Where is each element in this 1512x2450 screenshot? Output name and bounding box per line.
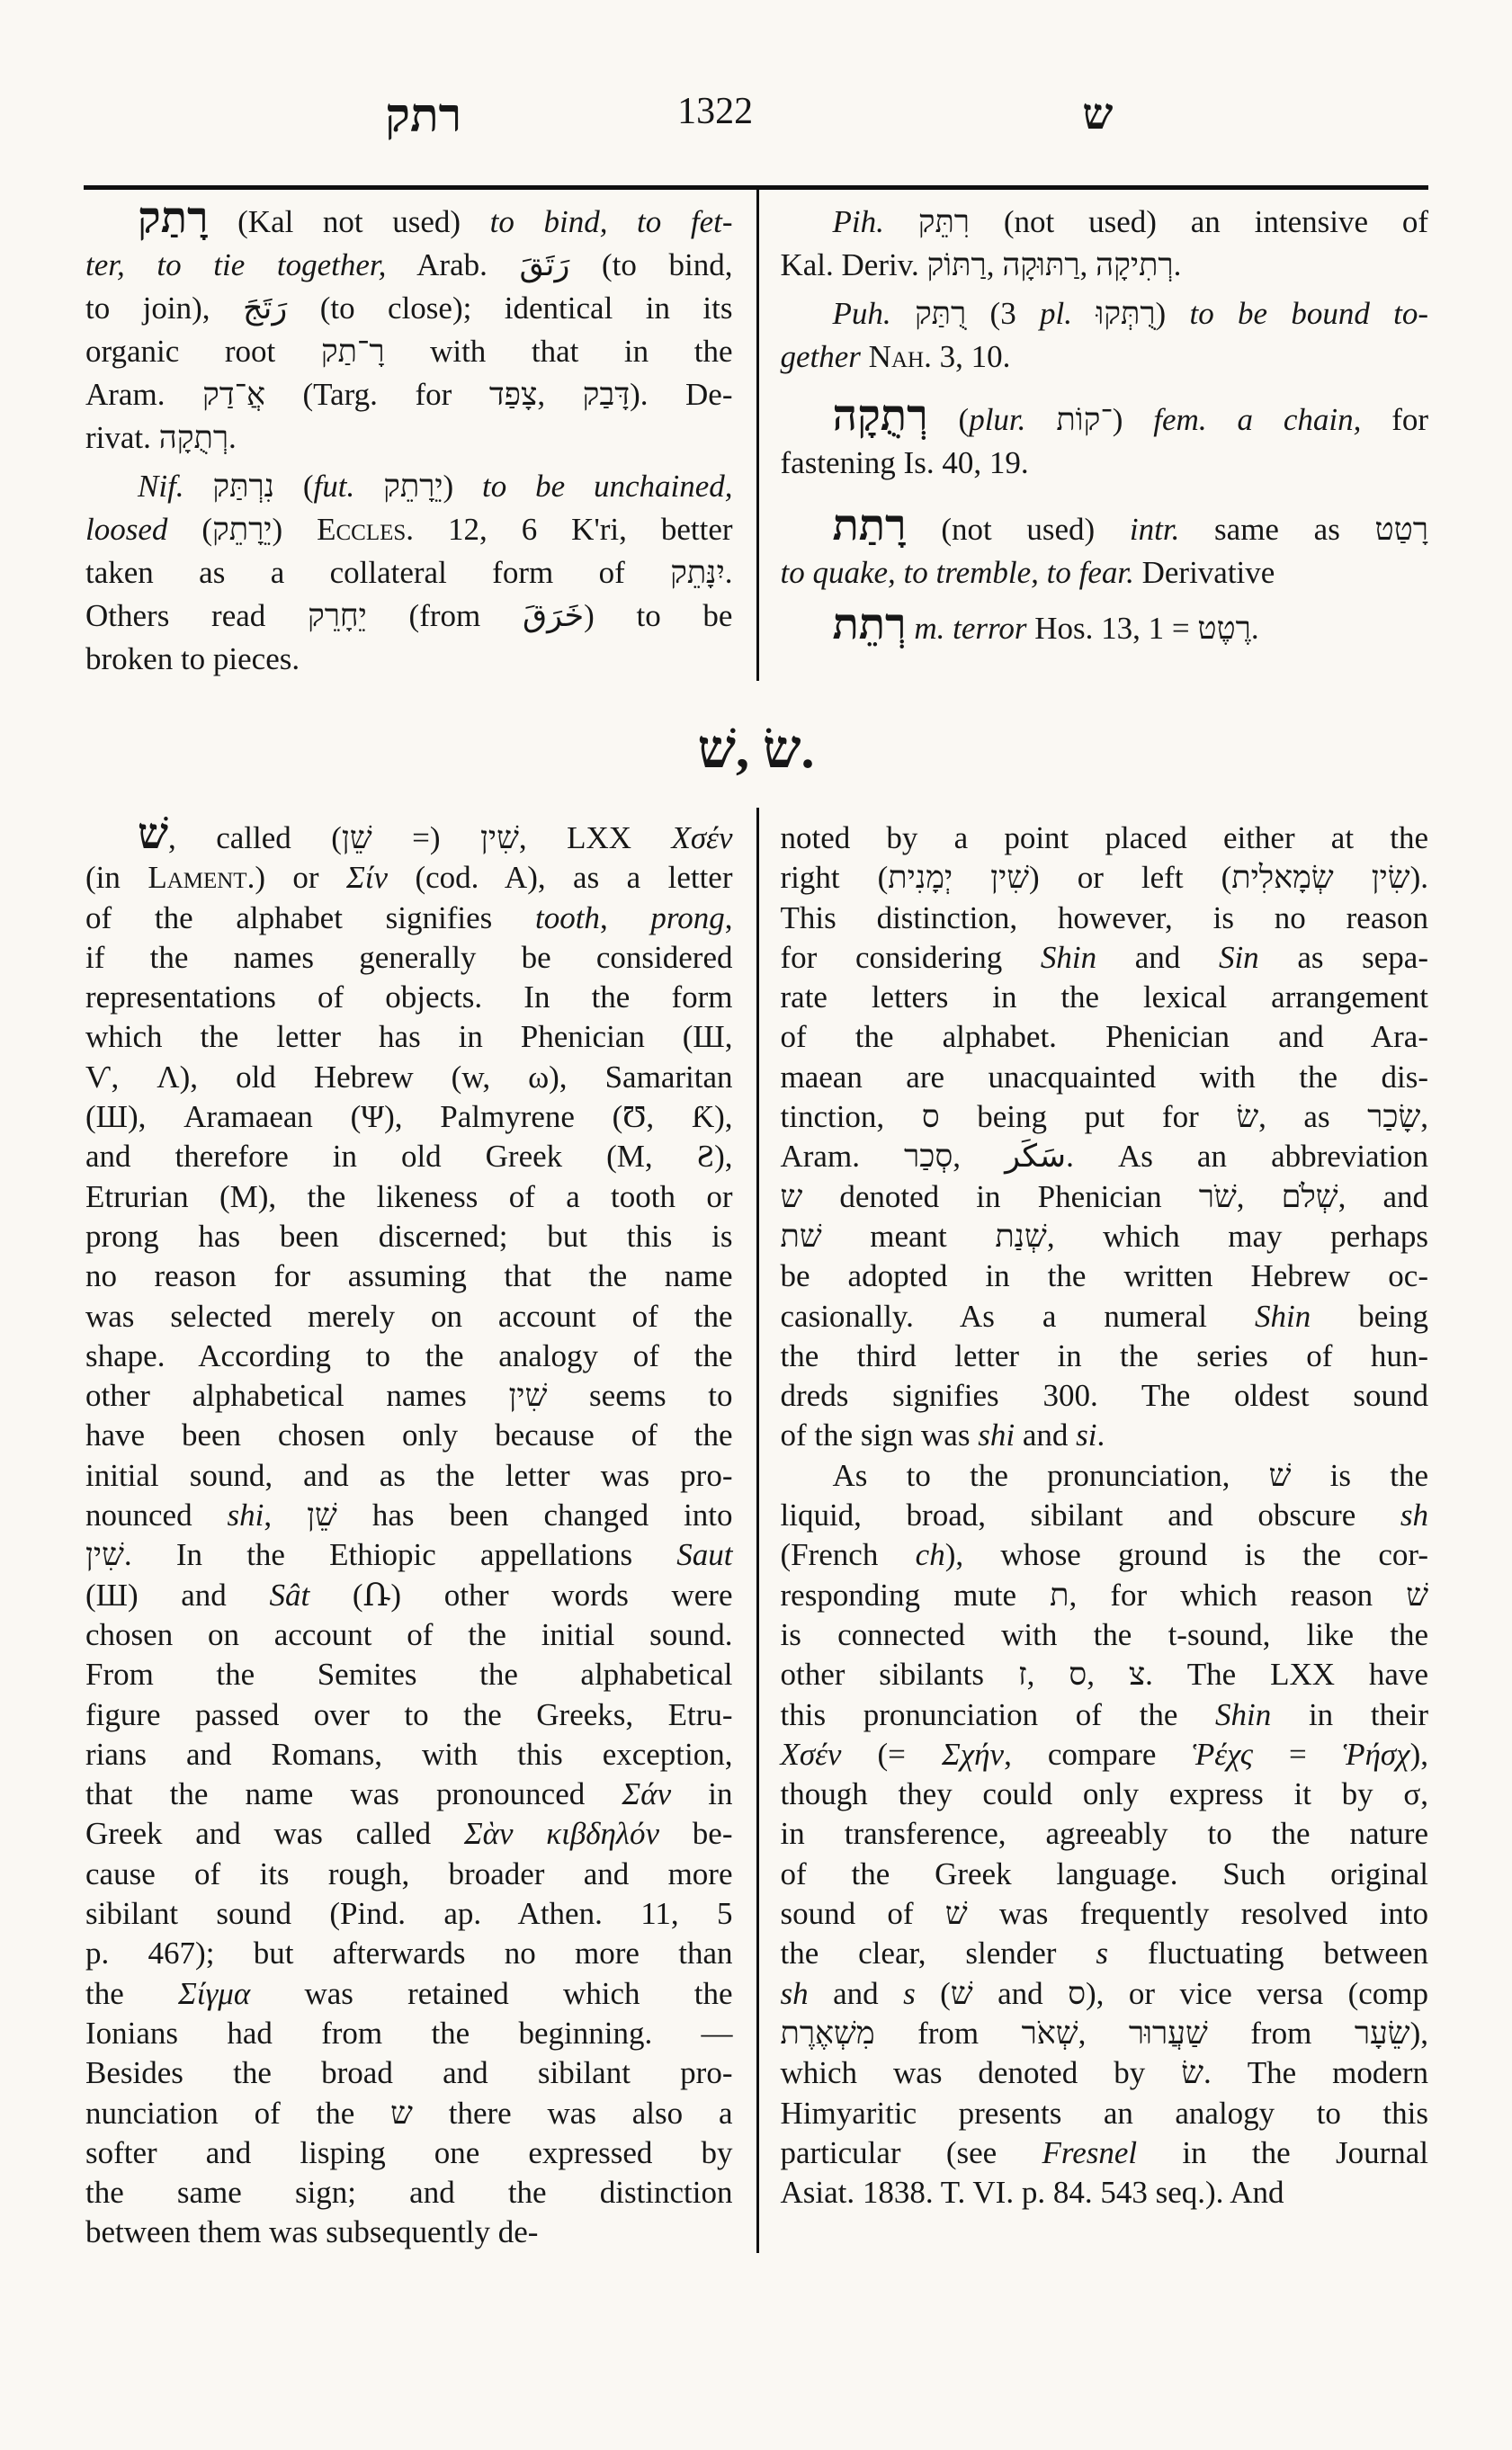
text-line: rians and Romans, with this exception, bbox=[85, 1736, 733, 1772]
paragraph bbox=[85, 465, 733, 681]
text-line: As to the pronunciation, שׁ is the bbox=[832, 1457, 1429, 1493]
text-line: Greek and was called Σὰν κιβδηλόν be- bbox=[85, 1816, 733, 1852]
text-line: tinction, ס being put for שׂ, as שָׂכַר, bbox=[780, 1099, 1429, 1135]
text-line: rivat. רְתֻקָה. bbox=[85, 420, 237, 455]
text-line: for considering Shin and Sin as sepa- bbox=[780, 939, 1428, 975]
text-line: and therefore in old Greek (M, Ƨ), bbox=[85, 1139, 733, 1175]
text-line: מִשְׁאֶרֶת from שְׁאֹר, ‎שַׁעֲרוּר from שֵׂעָר), bbox=[780, 2015, 1428, 2051]
text-line: This distinction, however, is no reason bbox=[780, 899, 1428, 935]
text-line: representations of objects. In the form bbox=[85, 979, 733, 1015]
text-line: רְתֻקָה (plur. ־קוֹת) fem. a chain, for bbox=[832, 392, 1429, 440]
text-line: Χσέν (= Σχήν, compare Ῥέχς = Ῥήσχ), bbox=[780, 1736, 1428, 1772]
text-line: taken as a collateral form of יִנָּתֵק. bbox=[85, 555, 733, 590]
text-line: (Ш) and Sât (Ռ) other words were bbox=[85, 1577, 733, 1613]
paragraph bbox=[780, 502, 1429, 595]
paragraph bbox=[781, 201, 1429, 287]
text-line: of the alphabet signifies tooth, prong, bbox=[85, 899, 733, 935]
text-line: of the sign was shi and si. bbox=[780, 1417, 1105, 1453]
text-line: which the letter has in Phenician (Ш, bbox=[85, 1019, 733, 1055]
text-line: right (שִׁין יְמָנִית) or left (שִׂין שְׂמָאלִית). bbox=[780, 860, 1428, 896]
text-line: was selected merely on account of the bbox=[85, 1298, 733, 1334]
text-line: Etrurian (M), the likeness of a tooth or bbox=[85, 1178, 733, 1214]
text-line: to join), رَتَجَ (to close); identical in its bbox=[85, 291, 733, 326]
text-line: sound of שׁ was frequently resolved into bbox=[780, 1896, 1428, 1932]
text-line: ש denoted in Phenician שֹׁר, ‎שְׁלֹם, and bbox=[780, 1178, 1428, 1214]
text-line: is connected with the t-sound, like the bbox=[780, 1616, 1428, 1652]
text-line: ter, to tie together, Arab. رَتَقَ (to bind, bbox=[85, 247, 733, 282]
text-line: Aram. סְכַר, ‎سَكَر. As an abbreviation bbox=[780, 1139, 1428, 1175]
text-line: nunciation of the ש there was also a bbox=[85, 2095, 733, 2131]
text-line: organic root רָ־תַק with that in the bbox=[85, 334, 733, 369]
hebrew-headword: רְתֵת bbox=[832, 601, 907, 648]
text-line: if the names generally be considered bbox=[85, 939, 733, 975]
hebrew-headword: רְתֻקָה bbox=[832, 392, 928, 440]
main-left-column bbox=[84, 808, 756, 2253]
text-line: rate letters in the lexical arrangement bbox=[780, 979, 1428, 1015]
text-line: the same sign; and the distinction bbox=[85, 2175, 733, 2211]
text-line: Others read יֵחָרֵק (from خَرَقَ) to be bbox=[85, 598, 733, 633]
guide-word-left: רתק bbox=[385, 91, 462, 142]
text-line: Nif. נִרְתַּק (fut. יֵרָתֵק) to be unchained, bbox=[138, 469, 733, 504]
text-line: shape. According to the analogy of the bbox=[85, 1337, 733, 1373]
text-line: From the Semites the alphabetical bbox=[85, 1657, 733, 1693]
text-line: other alphabetical names שִׁין seems to bbox=[85, 1378, 733, 1414]
letter-section-heading: שׁ, ‎שׂ. bbox=[697, 720, 815, 779]
text-line: the Σίγμα was retained which the bbox=[85, 1975, 733, 2011]
text-line: Kal. Deriv. רַתּוֹק, ‎רַתּוּקָה, ‎רְתִיקָה. bbox=[780, 247, 1182, 282]
text-line: casionally. As a numeral Shin being bbox=[780, 1298, 1428, 1334]
text-line: no reason for assuming that the name bbox=[85, 1258, 733, 1294]
text-line: (in Lament.) or Σίν (cod. A), as a letter bbox=[85, 860, 733, 896]
text-line: though they could only express it by σ, bbox=[780, 1776, 1428, 1812]
text-line: maean are unacquainted with the dis- bbox=[780, 1059, 1428, 1095]
main-right-column bbox=[756, 808, 1429, 2253]
text-line: other sibilants ז, ‎ס, ‎צ. The LXX have bbox=[780, 1657, 1428, 1693]
paragraph bbox=[781, 601, 1429, 650]
text-line: responding mute ת, for which reason שׁ bbox=[780, 1577, 1428, 1613]
text-line: of the alphabet. Phenician and Ara- bbox=[780, 1019, 1428, 1055]
hebrew-headword: רָתַק bbox=[138, 194, 209, 242]
text-line: Ionians had from the beginning. — bbox=[85, 2015, 733, 2051]
text-line: to quake, to tremble, to fear. Derivative bbox=[780, 555, 1275, 590]
text-line: broken to pieces. bbox=[85, 641, 300, 676]
text-line: between them was subsequently de- bbox=[85, 2214, 539, 2250]
paragraph bbox=[780, 392, 1429, 485]
text-line: שִׁין. In the Ethiopic appellations Saut bbox=[85, 1537, 733, 1573]
text-line: Puh. רֻתַּק (3 pl. רֻתְּקוּ) to be bound to- bbox=[832, 296, 1429, 331]
text-line: Aram. אֲ־דַק (Targ. for צָפַד, ‎דָּבַק). De- bbox=[85, 377, 733, 412]
text-line: this pronunciation of the Shin in their bbox=[780, 1696, 1428, 1732]
text-line: (Ш), Aramaean (Ψ), Palmyrene (Ʊ, Ƙ), bbox=[85, 1099, 733, 1135]
text-line: initial sound, and as the letter was pro- bbox=[85, 1457, 733, 1493]
text-line: sibilant sound (Pind. ap. Athen. 11, 5 bbox=[85, 1896, 733, 1932]
text-line: in transference, agreeably to the nature bbox=[780, 1816, 1428, 1852]
paragraph bbox=[85, 810, 733, 2253]
text-line: gether Nah. 3, 10. bbox=[780, 339, 1011, 374]
text-line: loosed (יֵרָתֵק) Eccles. 12, 6 K'ri, better bbox=[85, 512, 733, 547]
text-line: Ѵ, Λ), old Hebrew (w, ω), Samaritan bbox=[85, 1059, 733, 1095]
text-line: nounced shi, שֵׁן has been changed into bbox=[85, 1498, 733, 1533]
text-line: have been chosen only because of the bbox=[85, 1417, 733, 1453]
text-line: Asiat. 1838. T. VI. p. 84. 543 seq.). And bbox=[780, 2175, 1284, 2211]
text-line: Besides the broad and sibilant pro- bbox=[85, 2055, 733, 2091]
text-line: which was denoted by שׂ. The modern bbox=[780, 2055, 1429, 2091]
text-line: (French ch), whose ground is the cor- bbox=[780, 1537, 1428, 1573]
text-line: figure passed over to the Greeks, Etru- bbox=[85, 1696, 733, 1732]
text-line: softer and lisping one expressed by bbox=[85, 2134, 733, 2170]
top-section bbox=[84, 190, 1428, 681]
page-header bbox=[0, 0, 1512, 180]
text-line: dreds signifies 300. The oldest sound bbox=[780, 1378, 1428, 1414]
text-line: Himyaritic presents an analogy to this bbox=[780, 2095, 1428, 2131]
text-line: liquid, broad, sibilant and obscure sh bbox=[780, 1498, 1428, 1533]
text-line: Pih. רִתֵּק (not used) an intensive of bbox=[832, 204, 1428, 239]
paragraph bbox=[781, 292, 1429, 379]
text-line: the clear, slender s fluctuating between bbox=[780, 1936, 1428, 1972]
text-line: of the Greek language. Such original bbox=[780, 1855, 1428, 1891]
top-right-column bbox=[756, 190, 1429, 681]
text-line: particular (see Fresnel in the Journal bbox=[780, 2134, 1428, 2170]
text-line: רְתֵת m. terror Hos. 13, 1 = רֶטֶט. bbox=[832, 601, 1259, 648]
text-line: שׁ, called שִׁין (= שֵׁן), LXX Χσέν bbox=[138, 810, 733, 858]
text-line: שׁת meant שְׁנַת, which may perhaps bbox=[780, 1218, 1428, 1254]
guide-word-right: ש bbox=[1082, 91, 1114, 139]
paragraph bbox=[781, 818, 1429, 1456]
text-line: prong has been discerned; but this is bbox=[85, 1218, 733, 1254]
top-left-column bbox=[84, 190, 756, 681]
text-line: be adopted in the written Hebrew oc- bbox=[780, 1258, 1428, 1294]
paragraph bbox=[781, 1456, 1429, 2213]
text-line: noted by a point placed either at the bbox=[780, 820, 1428, 855]
paragraph bbox=[85, 194, 733, 460]
page-number: 1322 bbox=[677, 91, 754, 132]
text-line: the third letter in the series of hun- bbox=[780, 1337, 1428, 1373]
hebrew-headword: שׁ bbox=[138, 810, 168, 858]
text-line: chosen on account of the initial sound. bbox=[85, 1616, 733, 1652]
text-line: fastening Is. 40, 19. bbox=[780, 445, 1029, 480]
text-line: cause of its rough, broader and more bbox=[85, 1855, 733, 1891]
text-line: רָתַת (not used) intr. same as רָטַט bbox=[832, 502, 1428, 550]
main-section bbox=[84, 808, 1428, 2253]
text-line: that the name was pronounced Σάν in bbox=[85, 1776, 733, 1812]
text-line: sh and s (שׁ and ס), or vice versa (comp bbox=[780, 1975, 1428, 2011]
text-line: p. 467); but afterwards no more than bbox=[85, 1936, 733, 1972]
hebrew-headword: רָתַת bbox=[832, 502, 907, 550]
text-line: רָתַק (Kal not used) to bind, to fet- bbox=[138, 194, 733, 242]
